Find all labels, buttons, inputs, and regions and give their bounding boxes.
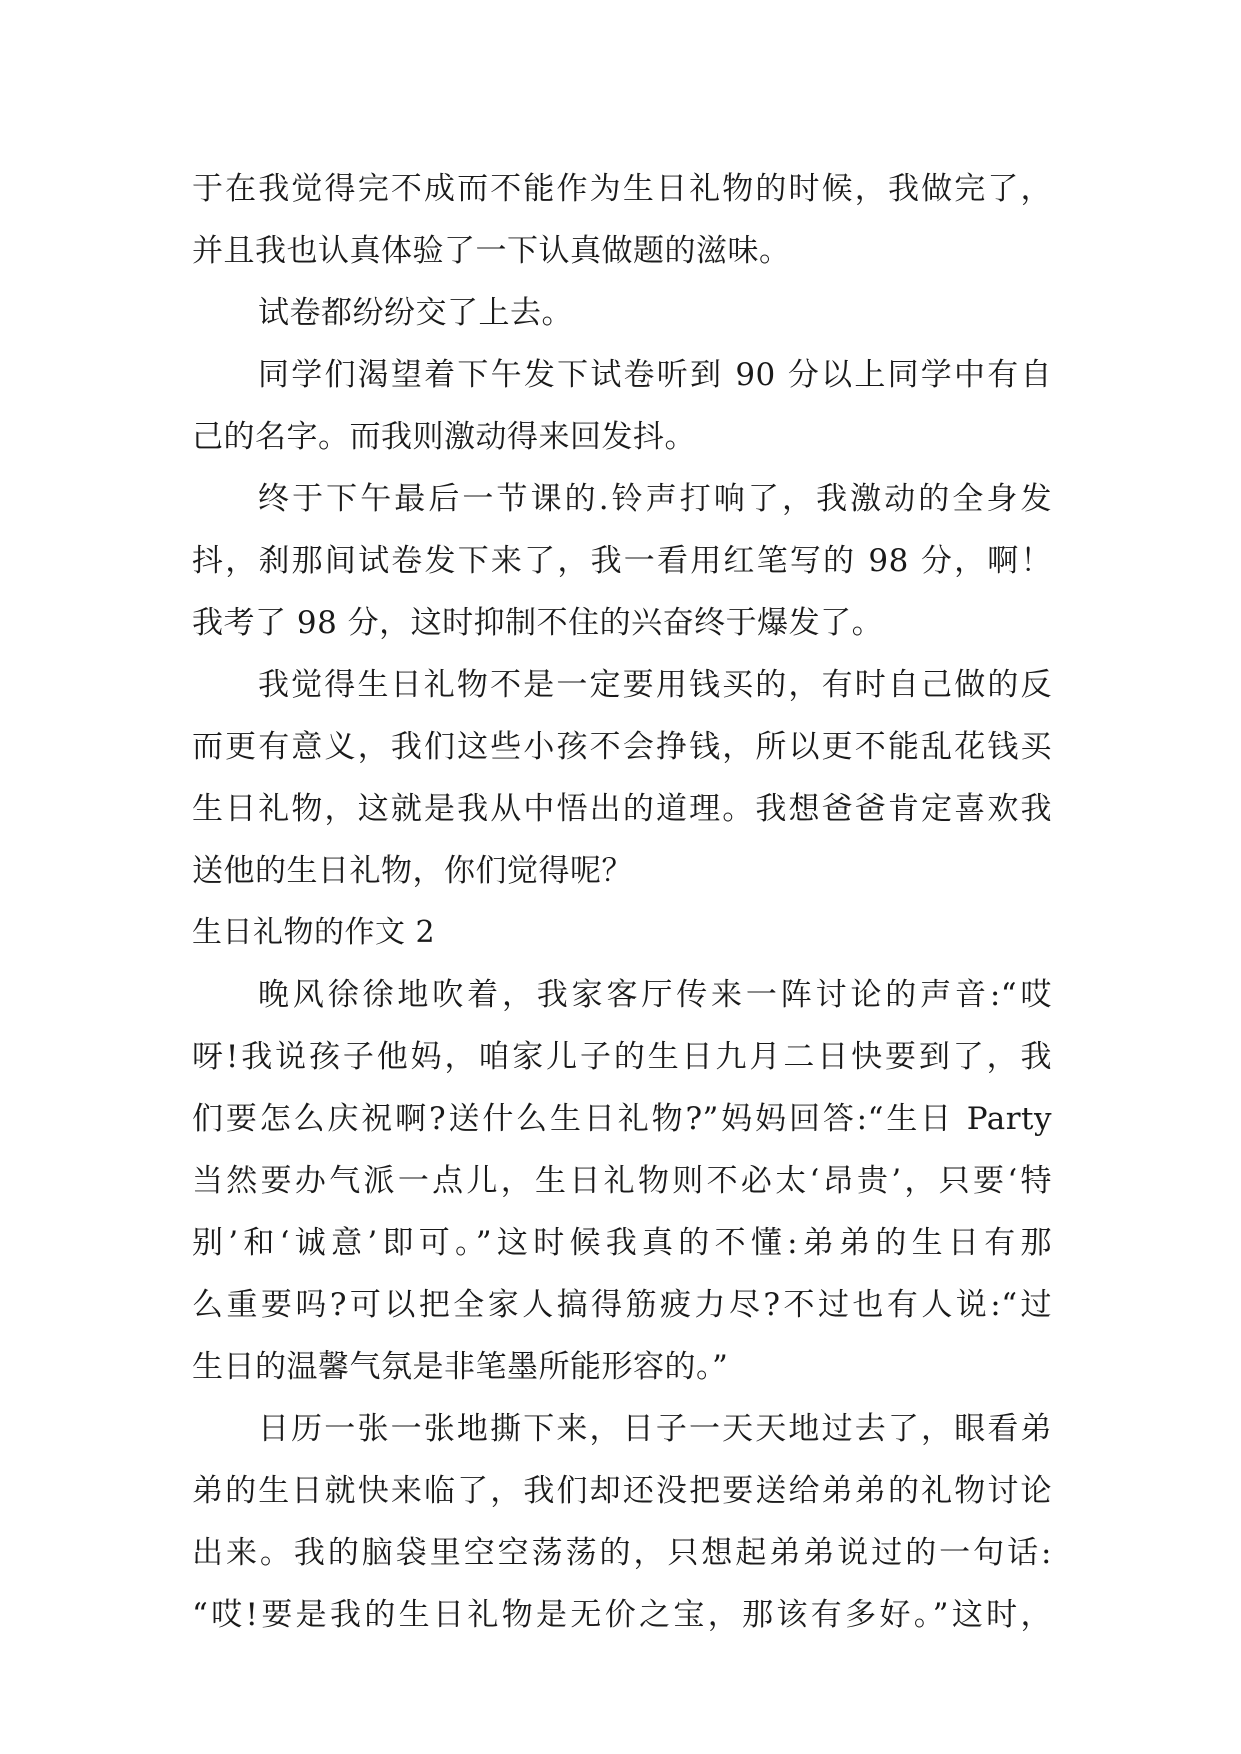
text-line: 并且我也认真体验了一下认真做题的滋味。 xyxy=(192,233,791,269)
text-line: 生日礼物，这就是我从中悟出的道理。我想爸爸肯定喜欢我 xyxy=(192,791,1052,827)
paragraph-line: 同学们渴望着下午发下试卷听到 90 分以上同学中有自 xyxy=(258,357,1052,393)
text-line: 弟的生日就快来临了，我们却还没把要送给弟弟的礼物讨论 xyxy=(192,1473,1052,1509)
paragraph-line: 日历一张一张地撕下来，日子一天天地过去了，眼看弟 xyxy=(258,1411,1052,1447)
body-text xyxy=(192,158,1052,1646)
text-line: 生日的温馨气氛是非笔墨所能形容的。” xyxy=(192,1349,729,1385)
text-line: 么重要吗?可以把全家人搞得筋疲力尽?不过也有人说:“过 xyxy=(192,1287,1052,1323)
text-line: 出来。我的脑袋里空空荡荡的，只想起弟弟说过的一句话: xyxy=(192,1535,1052,1571)
text-line: 当然要办气派一点儿，生日礼物则不必太‘昂贵’，只要‘特 xyxy=(192,1163,1052,1199)
paragraph-line: 晚风徐徐地吹着，我家客厅传来一阵讨论的声音:“哎 xyxy=(258,977,1052,1013)
text-line: 于在我觉得完不成而不能作为生日礼物的时候，我做完了， xyxy=(192,171,1052,207)
section-heading: 生日礼物的作文 2 xyxy=(192,915,436,950)
text-line: 别’和‘诚意’即可。”这时候我真的不懂:弟弟的生日有那 xyxy=(192,1225,1052,1261)
paragraph-line: 终于下午最后一节课的.铃声打响了，我激动的全身发 xyxy=(258,481,1052,517)
text-line: 而更有意义，我们这些小孩不会挣钱，所以更不能乱花钱买 xyxy=(192,729,1052,765)
paragraph-line: 我觉得生日礼物不是一定要用钱买的，有时自己做的反 xyxy=(258,667,1052,703)
text-line: “哎!要是我的生日礼物是无价之宝，那该有多好。”这时， xyxy=(192,1597,1052,1633)
text-line: 送他的生日礼物，你们觉得呢？ xyxy=(192,853,633,889)
text-line: 呀!我说孩子他妈，咱家儿子的生日九月二日快要到了，我 xyxy=(192,1039,1052,1075)
text-line: 我考了 98 分，这时抑制不住的兴奋终于爆发了。 xyxy=(192,605,884,641)
paragraph-line: 试卷都纷纷交了上去。 xyxy=(258,295,573,331)
text-line: 抖，刹那间试卷发下来了，我一看用红笔写的 98 分，啊！ xyxy=(192,543,1052,579)
text-line: 己的名字。而我则激动得来回发抖。 xyxy=(192,419,696,455)
text-line: 们要怎么庆祝啊?送什么生日礼物?”妈妈回答:“生日 Party xyxy=(192,1101,1052,1137)
